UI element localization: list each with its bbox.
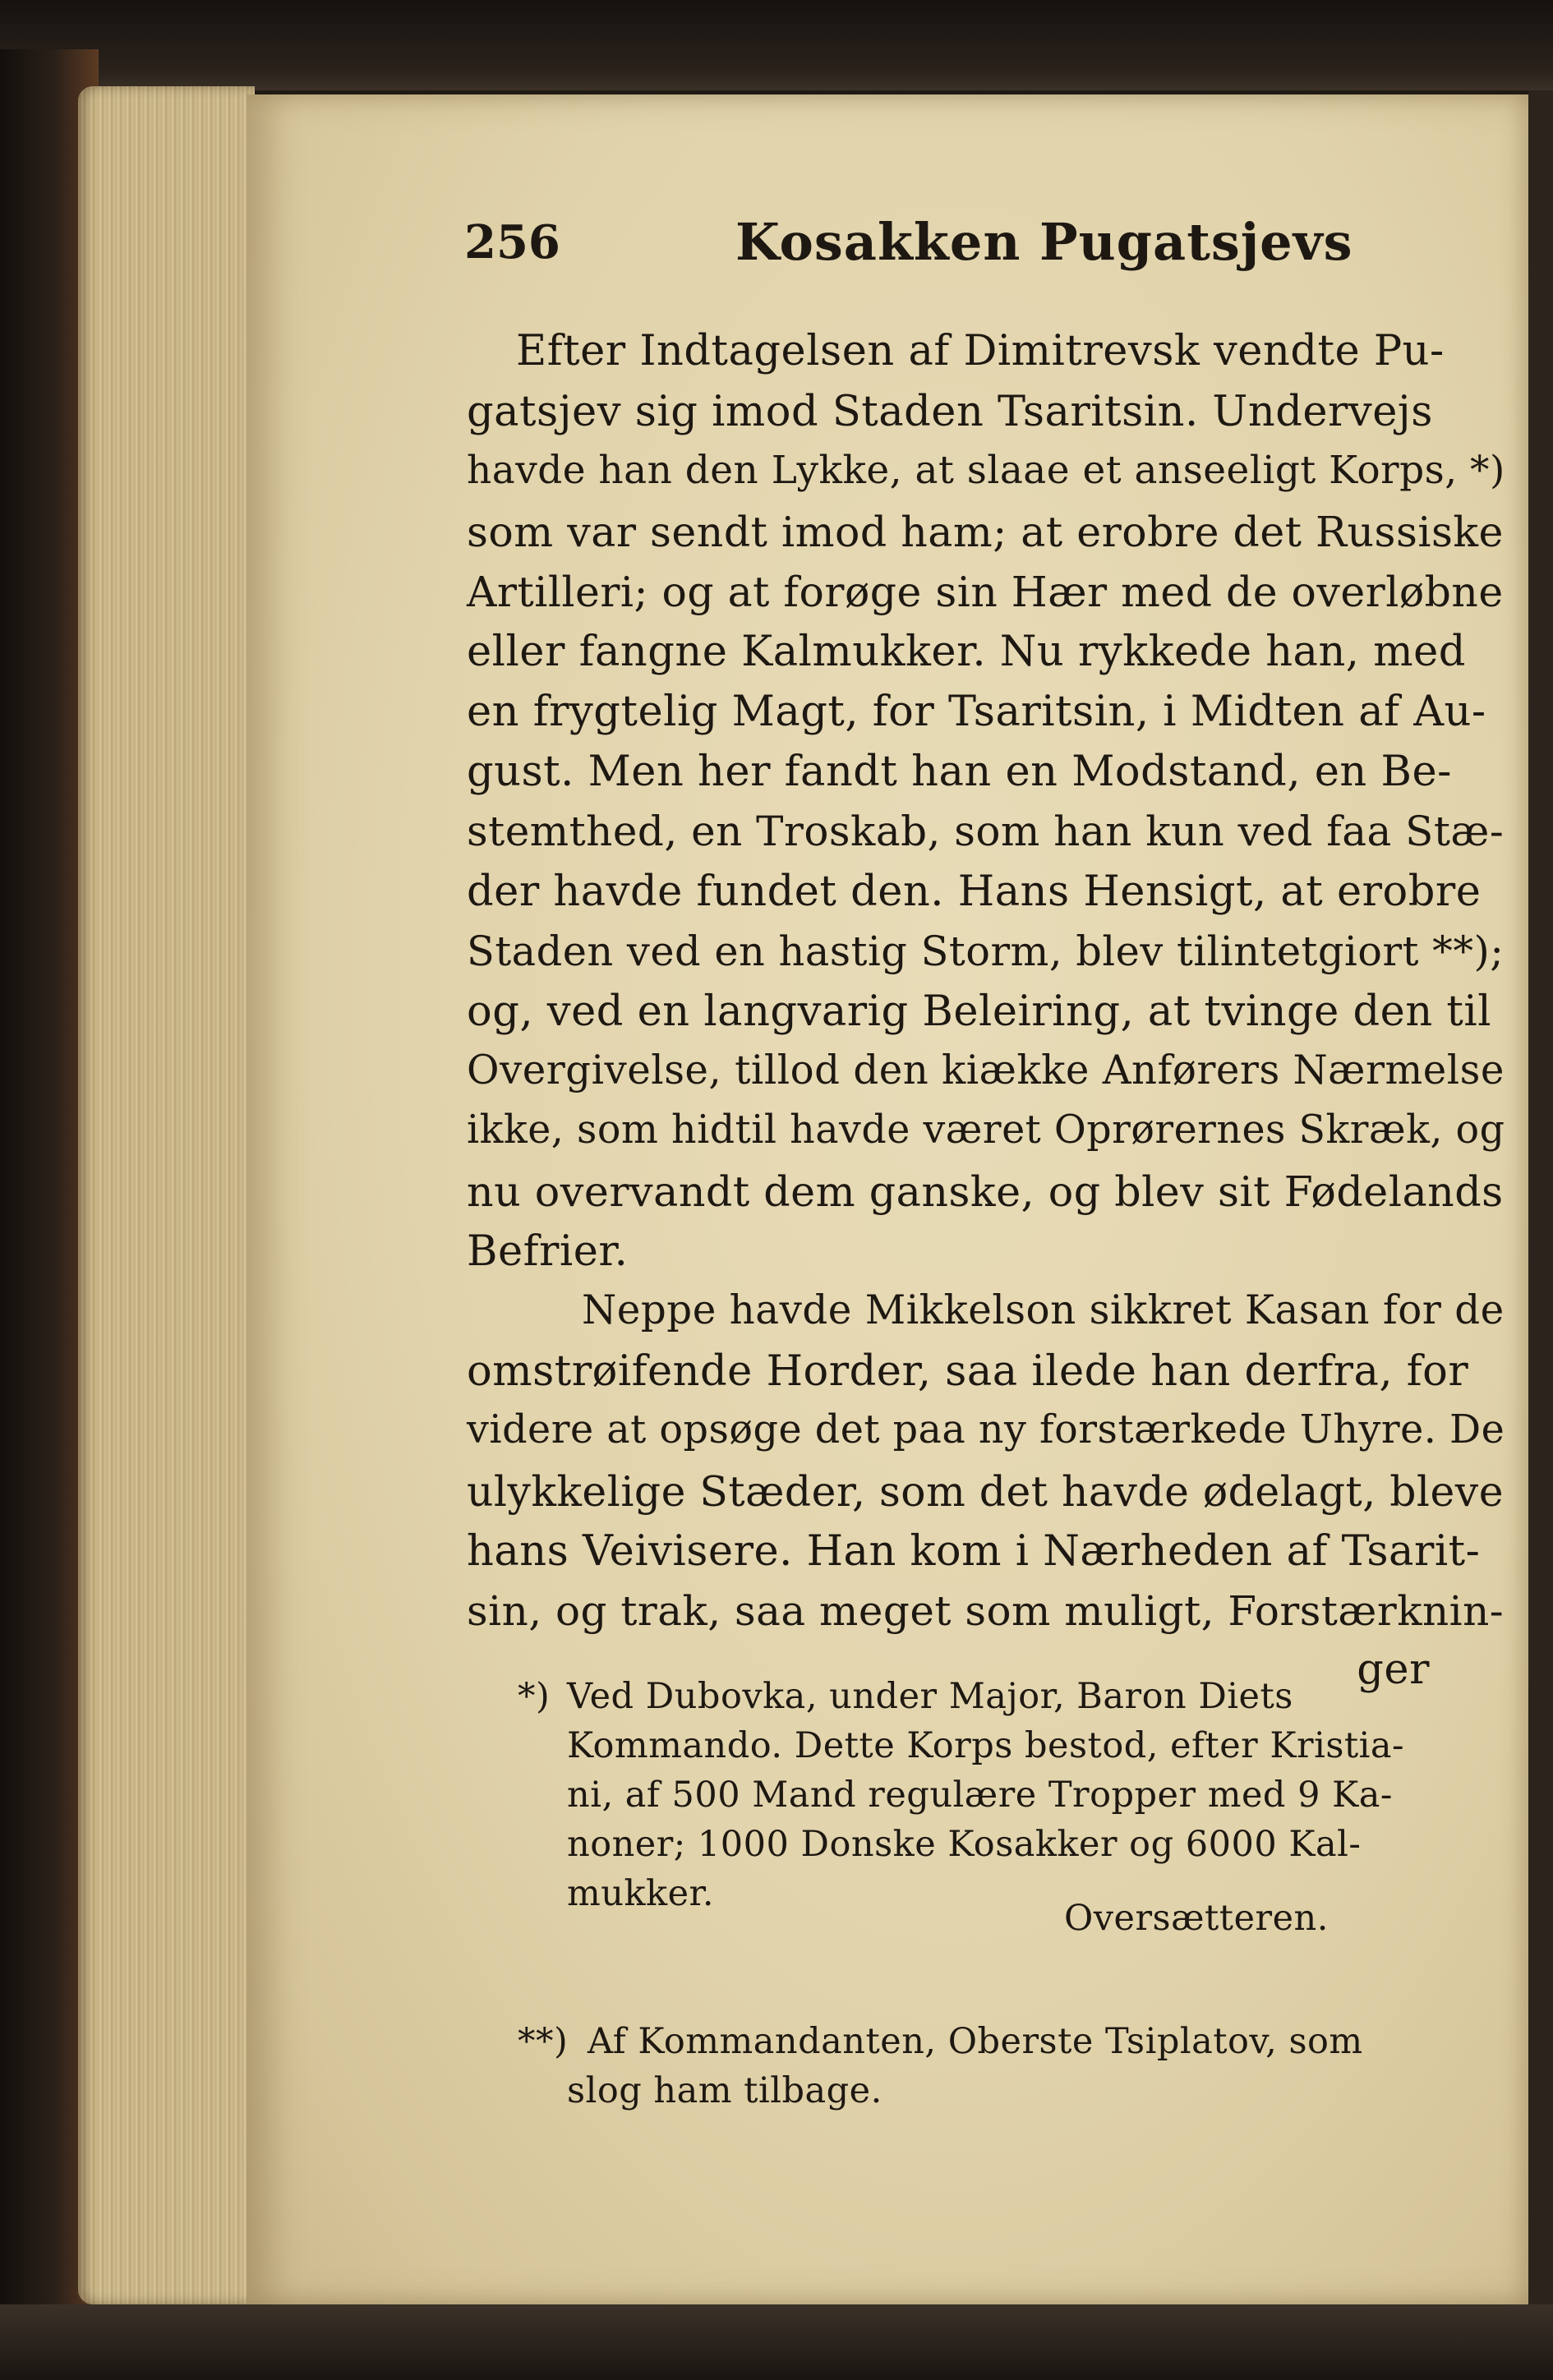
body-line: som var sendt imod ham; at erobre det Russiske [467, 508, 1504, 556]
body-line: Neppe havde Mikkelson sikkret Kasan for de [582, 1287, 1505, 1333]
page-number: 256 [464, 215, 560, 269]
footnote-line: Af Kommandanten, Oberste Tsiplatov, som [588, 2021, 1363, 2062]
body-line: sin, og trak, saa meget som muligt, Forstærknin- [467, 1587, 1505, 1635]
body-line: gatsjev sig imod Staden Tsaritsin. Undervejs [467, 388, 1433, 436]
footnote-line: mukker. [567, 1873, 715, 1914]
book-cover-bottom [0, 2304, 1553, 2380]
footnote-line: noner; 1000 Donske Kosakker og 6000 Kal- [567, 1824, 1362, 1865]
footnote-line: ni, af 500 Mand regulære Tropper med 9 Ka- [567, 1775, 1393, 1816]
footnote-line: Ved Dubovka, under Major, Baron Diets [567, 1676, 1293, 1717]
footnote-mark: **) [518, 2021, 569, 2062]
body-line: gust. Men her fandt han en Modstand, en Be- [467, 748, 1452, 796]
body-line: hans Veivisere. Han kom i Nærheden af Tsarit- [467, 1527, 1481, 1576]
body-line: Efter Indtagelsen af Dimitrevsk vendte Pu- [516, 327, 1445, 375]
catchword: ger [1357, 1646, 1430, 1694]
body-line: ikke, som hidtil havde været Oprørernes Skræk, og [467, 1107, 1505, 1153]
footnote-line: slog ham tilbage. [567, 2070, 882, 2111]
page-edges [78, 86, 255, 2304]
body-line: eller fangne Kalmukker. Nu rykkede han, med [467, 628, 1466, 676]
body-line: og, ved en langvarig Beleiring, at tvinge den til [467, 987, 1492, 1036]
footnote-line: Kommando. Dette Korps bestod, efter Kristia- [567, 1725, 1405, 1766]
body-line: ulykkelige Stæder, som det havde ødelagt, bleve [467, 1467, 1505, 1516]
body-line: stemthed, en Troskab, som han kun ved faa Stæ- [467, 808, 1505, 855]
body-line: Artilleri; og at forøge sin Hær med de overløbne [467, 568, 1504, 616]
footnote-signature: Oversætteren. [1064, 1898, 1329, 1939]
footnote-mark: *) [518, 1676, 551, 1717]
body-line: nu overvandt dem ganske, og blev sit Fødelands [467, 1167, 1504, 1216]
body-line: Befrier. [467, 1227, 629, 1276]
body-line: havde han den Lykke, at slaae et anseeligt Korps, *) [467, 448, 1505, 493]
body-line: der havde fundet den. Hans Hensigt, at erobre [467, 868, 1482, 916]
running-head: Kosakken Pugatsjevs [735, 212, 1353, 272]
body-line: videre at opsøge det paa ny forstærkede Uhyre. De [467, 1407, 1505, 1452]
body-line: en frygtelig Magt, for Tsaritsin, i Midten af Au- [467, 688, 1486, 736]
body-line: omstrøifende Horder, saa ilede han derfra, for [467, 1347, 1469, 1396]
body-line: Overgivelse, tillod den kiække Anførers Nærmelse [467, 1047, 1505, 1093]
book-cover-top [0, 0, 1553, 90]
book-cover-right [1528, 90, 1553, 2380]
body-line: Staden ved en hastig Storm, blev tilintetgiort **); [467, 928, 1505, 975]
